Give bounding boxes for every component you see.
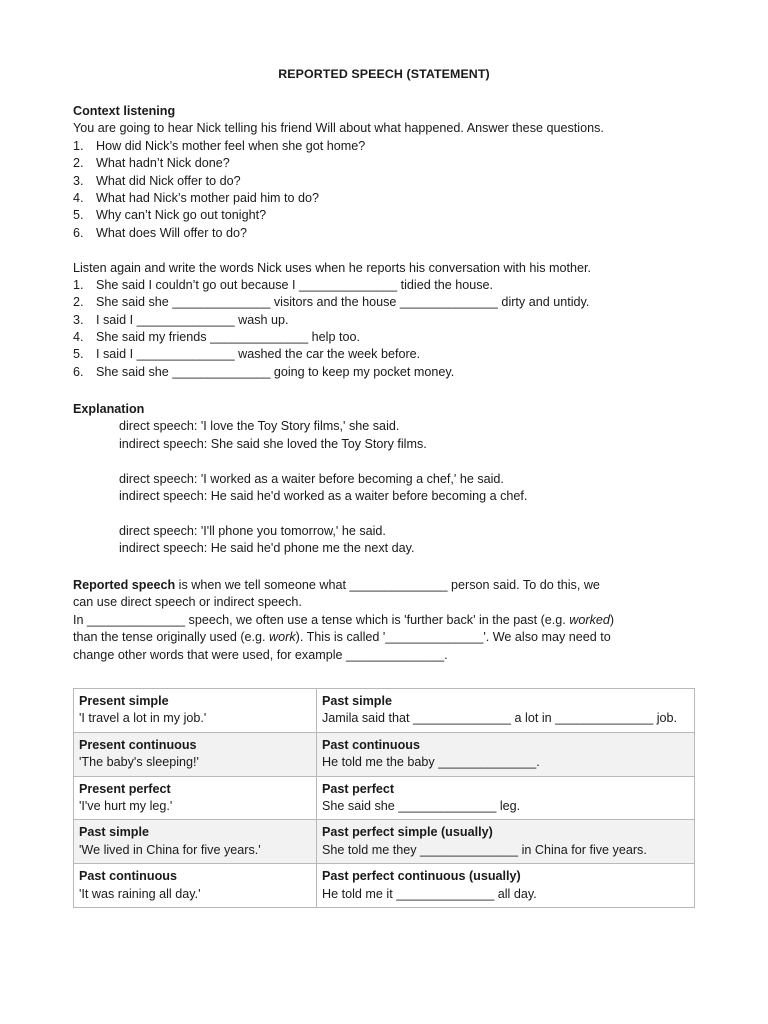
listen-item: 1. She said I couldn’t go out because I ______________ tidied the house. bbox=[73, 277, 494, 292]
explanation-section bbox=[73, 401, 713, 558]
direct-speech-example: direct speech: 'I'll phone you tomorrow,' he said. bbox=[119, 523, 386, 538]
table-row bbox=[74, 689, 695, 733]
table-cell-direct: Past simple 'We lived in China for five years.' bbox=[74, 820, 317, 864]
listen-item: 4. She said my friends ______________ help too. bbox=[73, 330, 360, 345]
table-cell-reported: Past simple Jamila said that ______________ a lot in ______________ job. bbox=[317, 689, 695, 733]
indirect-speech-example: indirect speech: She said she loved the Toy Story films. bbox=[119, 436, 427, 451]
table-cell-direct: Present simple 'I travel a lot in my job.' bbox=[74, 689, 317, 733]
listen-item: 3. I said I ______________ wash up. bbox=[73, 312, 289, 327]
question-item: 1. How did Nick’s mother feel when she got home? bbox=[73, 138, 366, 153]
table-cell-reported: Past perfect simple (usually) She told me they ______________ in China for five years. bbox=[317, 820, 695, 864]
table-row bbox=[74, 732, 695, 776]
indirect-speech-example: indirect speech: He said he'd phone me the next day. bbox=[119, 541, 415, 556]
listen-item: 2. She said she ______________ visitors and the house ______________ dirty and untidy. bbox=[73, 295, 590, 310]
explanation-heading: Explanation bbox=[73, 402, 145, 416]
table-row bbox=[74, 864, 695, 908]
reported-speech-paragraph: Reported speech is when we tell someone what ______________ person said. To do this, we can use direct speech or indirect speech. In ______________ speech, we often use a tense which is 'further back' in the past (e.g. worked) than the tense originally used (e.g. work). This is called '______________'. We also may need to change other words that were used, for example ______________. bbox=[73, 578, 615, 662]
reported-speech-term: Reported speech bbox=[73, 578, 176, 592]
page-title: REPORTED SPEECH (STATEMENT) bbox=[278, 67, 490, 81]
question-item: 2. What hadn’t Nick done? bbox=[73, 156, 230, 171]
tense-table bbox=[73, 688, 695, 908]
table-row bbox=[74, 820, 695, 864]
direct-speech-example: direct speech: 'I worked as a waiter before becoming a chef,' he said. bbox=[119, 471, 504, 486]
table-cell-direct: Present perfect 'I've hurt my leg.' bbox=[74, 776, 317, 820]
table-cell-reported: Past perfect She said she ______________ leg. bbox=[317, 776, 695, 820]
direct-speech-example: direct speech: 'I love the Toy Story films,' she said. bbox=[119, 419, 400, 434]
context-heading: Context listening bbox=[73, 104, 176, 118]
listen-item: 6. She said she ______________ going to keep my pocket money. bbox=[73, 364, 455, 379]
table-cell-direct: Present continuous 'The baby's sleeping!' bbox=[74, 732, 317, 776]
question-item: 5. Why can’t Nick go out tonight? bbox=[73, 208, 267, 223]
question-item: 4. What had Nick’s mother paid him to do? bbox=[73, 190, 320, 205]
table-cell-direct: Past continuous 'It was raining all day.' bbox=[74, 864, 317, 908]
table-row bbox=[74, 776, 695, 820]
listen-intro: Listen again and write the words Nick uses when he reports his conversation with his mother. bbox=[73, 260, 592, 275]
question-item: 3. What did Nick offer to do? bbox=[73, 173, 241, 188]
question-item: 6. What does Will offer to do? bbox=[73, 225, 247, 240]
table-cell-reported: Past perfect continuous (usually) He told me it ______________ all day. bbox=[317, 864, 695, 908]
context-intro: You are going to hear Nick telling his friend Will about what happened. Answer these questions. bbox=[73, 121, 604, 136]
context-listening-section bbox=[73, 103, 713, 381]
table-cell-reported: Past continuous He told me the baby ______________. bbox=[317, 732, 695, 776]
listen-item: 5. I said I ______________ washed the car the week before. bbox=[73, 347, 421, 362]
indirect-speech-example: indirect speech: He said he'd worked as a waiter before becoming a chef. bbox=[119, 488, 528, 503]
